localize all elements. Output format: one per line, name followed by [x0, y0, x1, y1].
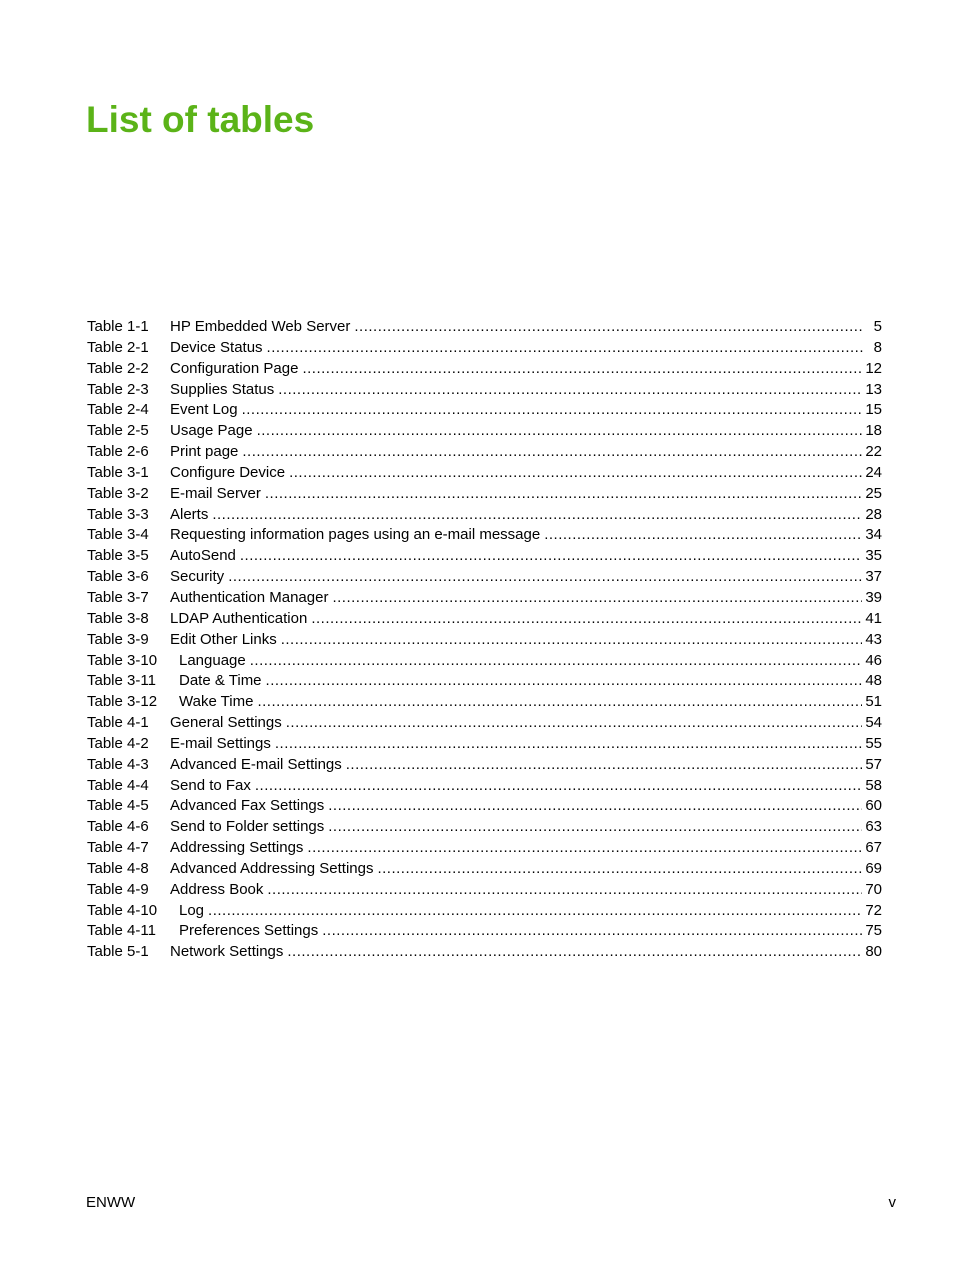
toc-entry-page[interactable]: 69	[865, 859, 882, 877]
dot-leader	[278, 380, 862, 401]
toc-entry-page[interactable]: 63	[865, 818, 882, 836]
toc-entry-title[interactable]: LDAP Authentication	[170, 609, 308, 627]
toc-entry-page[interactable]: 55	[865, 734, 882, 752]
toc-entry-number: Table 4-10	[87, 901, 158, 919]
toc-entry-title[interactable]: Advanced Addressing Settings	[170, 859, 374, 877]
dot-leader	[322, 921, 862, 942]
dot-leader	[311, 609, 862, 630]
toc-entry-title[interactable]: Addressing Settings	[170, 839, 304, 857]
toc-entry[interactable]	[87, 338, 882, 359]
toc-entry-number: Table 3-10	[87, 651, 158, 669]
toc-entry[interactable]	[87, 567, 882, 588]
toc-entry-number: Table 3-11	[87, 672, 156, 690]
toc-entry-page[interactable]: 8	[873, 338, 882, 356]
toc-entry-page[interactable]: 48	[865, 672, 882, 690]
dot-leader	[346, 755, 863, 776]
toc-entry-number: Table 4-4	[87, 776, 149, 794]
toc-entry[interactable]	[87, 671, 882, 692]
toc-entry[interactable]	[87, 880, 882, 901]
dot-leader	[377, 859, 862, 880]
toc-entry-page[interactable]: 43	[865, 630, 882, 648]
toc-entry-page[interactable]: 67	[865, 839, 882, 857]
toc-entry-number: Table 3-6	[87, 568, 149, 586]
toc-entry-number: Table 3-9	[87, 630, 149, 648]
dot-leader	[328, 796, 862, 817]
toc-entry-title[interactable]: Wake Time	[179, 693, 254, 711]
toc-entry-number: Table 2-1	[87, 338, 149, 356]
toc-entry[interactable]	[87, 400, 882, 421]
toc-entry-number: Table 3-5	[87, 547, 149, 565]
toc-entry[interactable]	[87, 901, 882, 922]
toc-entry-title[interactable]: Usage Page	[170, 422, 253, 440]
toc-entry-page[interactable]: 41	[865, 609, 882, 627]
dot-leader	[544, 525, 862, 546]
dot-leader	[257, 421, 863, 442]
toc-entry-page[interactable]: 12	[865, 359, 882, 377]
toc-entry-page[interactable]: 18	[865, 422, 882, 440]
dot-leader	[255, 776, 862, 797]
dot-leader	[281, 630, 863, 651]
dot-leader	[266, 671, 863, 692]
toc-entry-title[interactable]: Print page	[170, 443, 239, 461]
toc-entry-number: Table 4-5	[87, 797, 149, 815]
toc-entry-page[interactable]: 28	[865, 505, 882, 523]
toc-entry[interactable]	[87, 921, 882, 942]
toc-entry-number: Table 4-11	[87, 922, 156, 940]
page-number: v	[888, 1194, 896, 1211]
toc-entry-title[interactable]: Preferences Settings	[179, 922, 319, 940]
toc-entry-title[interactable]: Log	[179, 901, 205, 919]
toc-entry-number: Table 1-1	[87, 318, 149, 335]
toc-entry[interactable]	[87, 442, 882, 463]
toc-entry-page[interactable]: 5	[873, 318, 882, 335]
toc-entry-title[interactable]: Network Settings	[170, 943, 284, 961]
toc-entry-page[interactable]: 25	[865, 484, 882, 502]
toc-entry-number: Table 3-7	[87, 588, 149, 606]
dot-leader	[257, 692, 862, 713]
toc-entry-page[interactable]: 58	[865, 776, 882, 794]
toc-entry-title[interactable]: Language	[179, 651, 246, 669]
toc-entry-title[interactable]: Configure Device	[170, 463, 286, 481]
toc-entry-number: Table 3-8	[87, 609, 149, 627]
toc-entry-title[interactable]: Advanced Fax Settings	[170, 797, 325, 815]
dot-leader	[228, 567, 862, 588]
dot-leader	[267, 880, 862, 901]
toc-entry-title[interactable]: General Settings	[170, 714, 282, 732]
toc-entry[interactable]	[87, 817, 882, 838]
toc-entry-number: Table 3-4	[87, 526, 149, 544]
toc-entry[interactable]	[87, 359, 882, 380]
toc-entry-page[interactable]: 51	[865, 693, 882, 711]
toc-entry[interactable]	[87, 484, 882, 505]
toc-entry[interactable]	[87, 588, 882, 609]
toc-entry[interactable]	[87, 859, 882, 880]
dot-leader	[354, 317, 863, 338]
toc-entry-title[interactable]: E-mail Settings	[170, 734, 271, 752]
toc-entry-number: Table 4-9	[87, 880, 149, 898]
toc-entry-page[interactable]: 39	[865, 588, 882, 606]
dot-leader	[250, 651, 863, 672]
dot-leader	[307, 838, 862, 859]
toc-entry[interactable]	[87, 692, 882, 713]
toc-entry-page[interactable]: 57	[865, 755, 882, 773]
dot-leader	[240, 546, 862, 567]
dot-leader	[332, 588, 862, 609]
toc-entry[interactable]	[87, 776, 882, 797]
page-title: List of tables	[86, 99, 315, 140]
toc-entry-number: Table 4-8	[87, 859, 149, 877]
toc-entry[interactable]	[87, 546, 882, 567]
dot-leader	[267, 338, 863, 359]
toc-entry-number: Table 2-5	[87, 422, 149, 440]
toc-entry-page[interactable]: 46	[865, 651, 882, 669]
dot-leader	[208, 901, 862, 922]
toc-entry[interactable]	[87, 421, 882, 442]
toc-entry-number: Table 4-1	[87, 714, 149, 732]
toc-entry[interactable]	[87, 505, 882, 526]
toc-entry-number: Table 4-2	[87, 734, 149, 752]
toc-entry-title[interactable]: Security	[170, 568, 225, 586]
toc-entry-number: Table 4-6	[87, 818, 149, 836]
toc-entry-title[interactable]: Send to Folder settings	[170, 818, 325, 836]
toc-entry-title[interactable]: Configuration Page	[170, 359, 299, 377]
toc-entry-title[interactable]: Edit Other Links	[170, 630, 277, 648]
toc-entry-number: Table 3-3	[87, 505, 149, 523]
toc-entry-number: Table 2-2	[87, 359, 149, 377]
toc-entry[interactable]	[87, 463, 882, 484]
toc-entry-title[interactable]: Authentication Manager	[170, 588, 329, 606]
toc-entry-title[interactable]: AutoSend	[170, 547, 236, 565]
toc-entry-title[interactable]: E-mail Server	[170, 484, 261, 502]
toc-entry-title[interactable]: Event Log	[170, 401, 238, 419]
toc-entry-number: Table 4-7	[87, 839, 149, 857]
toc-entry[interactable]	[87, 609, 882, 630]
toc-entry[interactable]	[87, 651, 882, 672]
toc-entry-title[interactable]: Address Book	[170, 880, 264, 898]
toc-entry-title[interactable]: Send to Fax	[170, 776, 251, 794]
toc-entry[interactable]	[87, 380, 882, 401]
toc-entry[interactable]	[87, 630, 882, 651]
dot-leader	[242, 442, 862, 463]
dot-leader	[265, 484, 862, 505]
table-list	[87, 317, 882, 963]
dot-leader	[286, 713, 863, 734]
toc-entry-page[interactable]: 70	[865, 880, 882, 898]
toc-entry-page[interactable]: 80	[865, 943, 882, 961]
toc-entry-number: Table 5-1	[87, 943, 149, 961]
toc-entry[interactable]	[87, 734, 882, 755]
toc-entry[interactable]	[87, 713, 882, 734]
toc-entry-page[interactable]: 34	[865, 526, 882, 544]
toc-entry-page[interactable]: 54	[865, 714, 882, 732]
toc-entry[interactable]	[87, 942, 882, 963]
toc-entry-title[interactable]: Requesting information pages using an e-mail message	[170, 526, 541, 544]
toc-entry-number: Table 3-2	[87, 484, 149, 502]
toc-entry-number: Table 2-6	[87, 443, 149, 461]
dot-leader	[287, 942, 862, 963]
toc-entry-title[interactable]: Date & Time	[179, 672, 262, 690]
toc-entry-page[interactable]: 15	[865, 401, 882, 419]
toc-entry-page[interactable]: 13	[865, 380, 882, 398]
toc-entry-page[interactable]: 22	[865, 443, 882, 461]
toc-entry-page[interactable]: 35	[865, 547, 882, 565]
toc-entry-title[interactable]: Alerts	[170, 505, 209, 523]
toc-entry-page[interactable]: 75	[865, 922, 882, 940]
toc-entry[interactable]	[87, 525, 882, 546]
toc-entry-number: Table 4-3	[87, 755, 149, 773]
toc-entry-number: Table 2-3	[87, 380, 149, 398]
toc-entry-title[interactable]: Device Status	[170, 338, 263, 356]
dot-leader	[275, 734, 862, 755]
toc-entry-title[interactable]: HP Embedded Web Server	[170, 318, 351, 335]
toc-entry-number: Table 3-1	[87, 463, 149, 481]
footer-label: ENWW	[86, 1194, 136, 1211]
toc-entry[interactable]	[87, 317, 882, 338]
dot-leader	[302, 359, 862, 380]
toc-entry-title[interactable]: Advanced E-mail Settings	[170, 755, 342, 773]
dot-leader	[212, 505, 862, 526]
toc-entry-page[interactable]: 72	[865, 901, 882, 919]
toc-entry-number: Table 2-4	[87, 401, 149, 419]
toc-entry[interactable]	[87, 755, 882, 776]
toc-entry[interactable]	[87, 838, 882, 859]
dot-leader	[242, 400, 863, 421]
dot-leader	[289, 463, 862, 484]
toc-entry-page[interactable]: 37	[865, 568, 882, 586]
toc-entry-title[interactable]: Supplies Status	[170, 380, 275, 398]
toc-entry-page[interactable]: 24	[865, 463, 882, 481]
dot-leader	[328, 817, 862, 838]
toc-entry-number: Table 3-12	[87, 693, 158, 711]
toc-entry-page[interactable]: 60	[865, 797, 882, 815]
toc-entry[interactable]	[87, 796, 882, 817]
